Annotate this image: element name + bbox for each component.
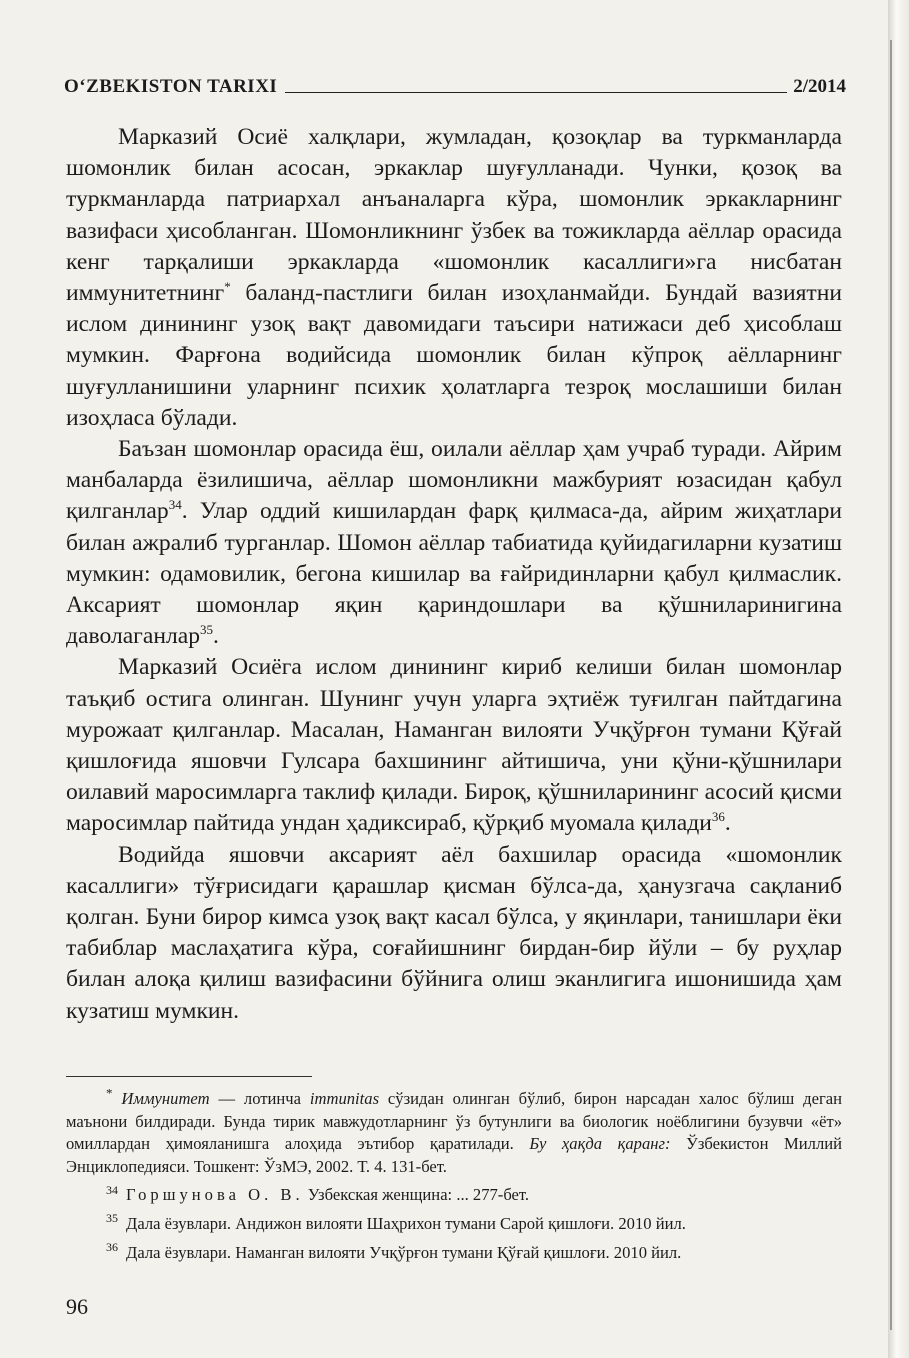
- page-edge-line: [890, 40, 892, 1330]
- paragraph-1: [66, 122, 842, 434]
- journal-title: O‘ZBEKISTON TARIXI: [64, 76, 278, 97]
- footnote-35-text: Дала ёзувлари. Андижон вилояти Шаҳрихон тумани Сарой қишлоғи. 2010 йил.: [126, 1213, 686, 1233]
- footnote-36-mark: 36: [106, 1240, 118, 1255]
- footnote-star-latin: immunitas: [309, 1089, 380, 1108]
- footnote-36: [66, 1242, 842, 1265]
- footnote-star-mark: *: [106, 1085, 113, 1101]
- page-number: 96: [66, 1294, 88, 1319]
- footnote-star-text-c: Ўзбекистон Миллий Энциклопедияси. Тошкент: ЎзМЭ, 2002. Т. 4. 131-бет.: [66, 1134, 843, 1176]
- paragraph-4: Водийда яшовчи аксарият аёл бахшилар орасида «шомонлик касаллиги» тўғрисидаги қарашлар қисман бўлса-да, ҳанузгача сақланиб қолган. Буни бирор кимса узоқ вақт касал бўлса, у яқинлари, танишлари ёки табиблар маслаҳатига кўра, соғайишнинг бирдан-бир йўли – бу руҳлар билан алоқа қилиш вазифасини бўйнига олиш эканлигига ишонишида ҳам кузатиш мумкин.: [66, 841, 842, 1024]
- paragraph-2: [66, 434, 842, 652]
- footnotes: [66, 1085, 843, 1264]
- paragraph-2-text-b: . Улар оддий кишилардан фарқ қилмаса-да, айрим жиҳатлари билан ажралиб турганлар. Шомон аёллар табиатида қуйидагиларни кузатиш мумкин: одамовилик, бегона кишилар ва ғайридинларни қабул қилмаслик. Аксарият шомонлар яқин қариндошлари ва қўшниларинигина даволаганлар: [66, 498, 842, 650]
- paragraph-3-text-a: Марказий Осиёга ислом динининг кириб келиши билан шомонлар таъқиб остига олинган. Шунинг учун уларга эҳтиёж туғилган пайтдагина мурожаат қилганлар. Масалан, Наманган вилояти Учқўрғон тумани Қўғай қишлоғида яшовчи Гулсара бахшининг айтишича, уни қўни-қўшнилари оилавий маросимларга таклиф қилади. Бироқ, қўшниларининг асосий қисми маросимлар пайтида ундан ҳадиксираб, қўрқиб муомала қилади: [66, 654, 842, 837]
- footnote-34-author: Горшунова О. В.: [126, 1185, 304, 1205]
- footnote-star-text-b: сўзидан олинган бўлиб, бирон нарсадан халос бўлиш деган маънони билдиради. Бунда тирик мавжудотларнинг ўз бутунлиги ва биологик ноёблигини бузувчи «ёт» омиллардан ҳимояланишга алоҳида эътибор қаратилади.: [66, 1089, 842, 1154]
- paragraph-1-text: Марказий Осиё халқлари, жумладан, қозоқлар ва туркманларда шомонлик билан асосан, эркаклар шуғулланади. Чунки, қозоқ ва туркманларда патриархал анъаналарга кўра, шомонлик эркакларнинг вазифаси ҳисобланган. Шомонликнинг ўзбек ва тожикларда аёллар орасида кенг тарқалиши эркакларда «шомонлик касаллиги»га нисбатан иммунитетнинг: [66, 124, 842, 307]
- footnote-ref-34: 34: [168, 497, 182, 513]
- footnote-34-mark: 34: [106, 1182, 118, 1197]
- paragraph-2-text-a: Баъзан шомонлар орасида ёш, оилали аёллар ҳам учраб туради. Айрим манбаларда ёзилишича, аёллар шомонликни мажбурият юзасидан қабул қилганлар: [66, 436, 842, 525]
- footnote-34: [66, 1184, 842, 1207]
- footnote-ref-star: *: [224, 279, 231, 295]
- paragraph-1-rest: баланд-пастлиги билан изоҳланмайди. Бундай вазиятни ислом динининг узоқ вақт давомидаги таъсири натижаси деб ҳисоблаш мумкин. Фарғона водийсида шомонлик билан кўпроқ аёлларнинг шуғулланишини уларнинг психик ҳолатларга тезроқ мослашиши билан изоҳласа бўлади.: [66, 280, 842, 431]
- header-rule: [285, 92, 787, 93]
- footnote-star-text-a: — лотинча: [209, 1089, 310, 1108]
- footnote-36-text: Дала ёзувлари. Наманган вилояти Учқўрғон тумани Қўғай қишлоғи. 2010 йил.: [126, 1242, 682, 1262]
- paragraph-3-text-b: .: [724, 810, 731, 837]
- paragraph-2-text-c: .: [213, 623, 219, 650]
- article-body: [66, 122, 842, 1027]
- footnote-star: [66, 1085, 843, 1178]
- running-header: [64, 66, 846, 98]
- footnote-35-mark: 35: [106, 1211, 118, 1226]
- paragraph-3: [66, 652, 842, 839]
- footnote-star-see: Бу ҳақда қаранг:: [529, 1134, 671, 1154]
- footnote-35: [66, 1213, 842, 1236]
- footnote-separator: [66, 1076, 312, 1077]
- issue-number: 2/2014: [793, 76, 846, 97]
- footnote-ref-35: 35: [200, 622, 214, 638]
- footnote-star-term: Иммунитет: [121, 1089, 210, 1108]
- footnote-34-text: Узбекская женщина: ... 277-бет.: [303, 1185, 530, 1205]
- footnote-ref-36: 36: [711, 809, 725, 825]
